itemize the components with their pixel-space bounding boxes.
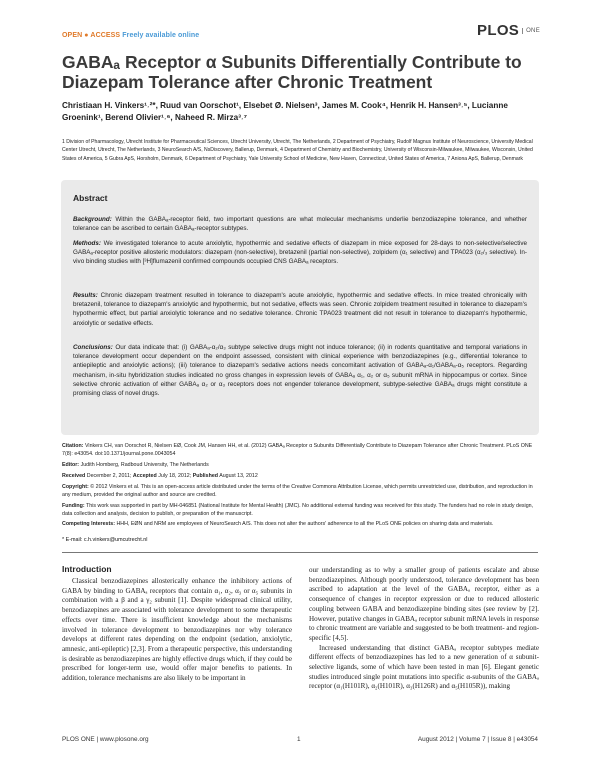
- editor-label: Editor:: [62, 462, 80, 468]
- abstract-heading: Abstract: [73, 193, 108, 203]
- received-label: Received: [62, 473, 86, 479]
- accepted-date: July 18, 2012;: [158, 473, 192, 479]
- published-date: August 13, 2012: [219, 473, 258, 479]
- background-label: Background:: [73, 216, 112, 223]
- received-date: December 2, 2011;: [86, 473, 132, 479]
- results-label: Results:: [73, 292, 98, 299]
- abstract-background: [73, 215, 527, 233]
- results-text: Chronic diazepam treatment resulted in tolerance to diazepam's acute anxiolytic, hypothermic and sedative effects. In mice treated chronically with bretazenil, tolerance to diazepam's anxiolytic and hypothermic, but not sedative, effects was seen. Chronic zolpidem treatment resulted in tolerance to diazepam's hypothermic effect, but partial anxiolytic tolerance and no sedative tolerance. Chronic TPA023 treatment did not result in tolerance to diazepam's hypothermic, anxiolytic or sedative effects.: [73, 292, 528, 327]
- right-column: [309, 566, 539, 692]
- abstract-conclusions: [73, 343, 527, 398]
- open-access-lock-icon: ●: [84, 32, 89, 39]
- funding-label: Funding:: [62, 503, 85, 509]
- methods-text: We investigated tolerance to acute anxiolytic, hypothermic and sedative effects of diazepam in mice exposed for 28-days to non-selective/selective GABAₐ-receptor positive allosteric modulators: diazepam (non-selective), bretazenil (partial non-selective), zolpidem (α₁ selective) and TPA023 (α₂/₃ selective). In-vivo binding studies with [³H]flumazenil confirmed compounds occupied CNS GABAₐ receptors.: [73, 240, 527, 266]
- editor-text: Judith Homberg, Radboud University, The Netherlands: [80, 462, 209, 468]
- competing-label: Competing Interests:: [62, 521, 115, 527]
- citation-label: Citation:: [62, 443, 84, 449]
- copyright-label: Copyright:: [62, 484, 89, 490]
- methods-label: Methods:: [73, 240, 101, 247]
- author-list: Christiaan H. Vinkers¹˒²*, Ruud van Oorschot¹, Elsebet Ø. Nielsen³, James M. Cook⁴, Henrik H. Hansen³˒⁵, Lucianne Groenink¹, Berend Olivier¹˒⁶, Naheed R. Mirza³˒⁷: [62, 101, 508, 122]
- corresponding-email: [62, 537, 147, 543]
- published-label: Published: [192, 473, 218, 479]
- citation-text: Vinkers CH, van Oorschot R, Nielsen EØ, Cook JM, Hansen HH, et al. (2012) GABAₐ Receptor α Subunits Differentially Contribute to Diazepam Tolerance after Chronic Treatment. PLoS ONE 7(8): e43054. doi:10.1371/journal.pone.0043054: [62, 443, 533, 457]
- section-divider: [62, 552, 538, 553]
- intro-paragraph-2: our understanding as to why a smaller group of patients escalate and abuse benzodiazepines. Although poorly understood, tolerance development has been ascribed to adaptation at the level of the GABAₐ receptor, either as a consequence of changes in receptor expression or due to reduced allosteric coupling between GABA and benzodiazepine binding sites (see review by [2]. However, putative changes in GABAₐ receptor subunit mRNA levels in response to chronic treatment are variable and suggested to be both treatment- and region-specific [4,5].: [309, 566, 539, 642]
- copyright-text: © 2012 Vinkers et al. This is an open-access article distributed under the terms of the Creative Commons Attribution License, which permits unrestricted use, distribution, and reproduction in any medium, provided the original author and source are credited.: [62, 484, 533, 498]
- article-title: GABAₐ Receptor α Subunits Differentially Contribute to Diazepam Tolerance after Chronic Treatment: [62, 52, 522, 92]
- intro-paragraph-3: Increased understanding that distinct GABAₐ receptor subtypes mediate different effects of benzodiazepines has led to a new generation of α subunit-selective ligands, some of which have been tested in man [6]. Elegant genetic studies introduced single point mutations into specific α-subunits of the GABAₐ receptor (α₁(H101R), α₂(H101R), α₃(H126R) and α₅(H105R)), making: [309, 643, 539, 691]
- dates: [62, 472, 538, 480]
- funding: [62, 502, 538, 518]
- footer-journal: PLOS ONE | www.plosone.org: [62, 736, 149, 743]
- funding-text: This work was supported in part by MH-046851 (National Institute for Mental Health) (JMC). No additional external funding was received for this study. The funders had no role in study design, data collection and analysis, decision to publish, or preparation of the manuscript.: [62, 503, 534, 517]
- email-text: * E-mail: c.h.vinkers@umcutrecht.nl: [62, 537, 148, 543]
- abstract-box: [61, 180, 539, 435]
- open-access-banner: [62, 32, 199, 39]
- one-logo-text: ONE: [522, 28, 540, 34]
- accepted-label: Accepted: [132, 473, 157, 479]
- conclusions-label: Conclusions:: [73, 344, 113, 351]
- abstract-methods: [73, 239, 527, 267]
- introduction-heading: Introduction: [62, 564, 112, 574]
- plos-logo-text: PLOS: [477, 22, 520, 39]
- intro-paragraph-1: Classical benzodiazepines allosterically enhance the inhibitory actions of GABA by binding to GABAₐ receptors that contain α₁, α₂, α₃ or α₅ subunits in combination with a β and a γ₂ subunit [1]. Despite widespread clinical utility, benzodiazepines are associated with tolerance development to some therapeutic effects over time. There is insufficient knowledge about the mechanisms involved in tolerance development to benzodiazepines nor why tolerance develops at different rates depending on the endpoint (sedation, anxiolytic, amnesic, anti-epileptic) [2,3]. From a therapeutic perspective, this understanding is desirable as benzodiazepines are highly effective drugs which, if they could be prescribed for longer-term use, would offer major benefits to patients. In addition, tolerance mechanisms are also likely to be important in: [62, 577, 292, 683]
- footer-page-number: 1: [297, 736, 301, 743]
- conclusions-text: Our data indicate that: (i) GABAₐ-α₂/α₃ subtype selective drugs might not induce tolerance; (ii) in rodents quantitative and temporal variations in tolerance development occur dependent on the endpoint assessed, consistent with clinical experience with benzodiazepines (e.g., differential tolerance to antiepileptic and anxiolytic actions); (iii) tolerance to diazepam's sedative actions needs concomitant activation of GABAₐ-α₁/GABAₐ-α₅ receptors. Regarding mechanism, in-situ hybridization studies indicated no gross changes in expression levels of GABAₐ α₁, α₂ or α₅ subunit mRNA in hippocampus or cortex. Since selective chronic activation of either GABAₐ α₂ or α₃ receptors does not engender tolerance development, subtype-selective GABAₐ drugs might constitute a promising class of novel drugs.: [73, 344, 527, 398]
- competing-interests: [62, 520, 538, 528]
- abstract-results: [73, 291, 527, 328]
- citation: [62, 442, 538, 458]
- competing-text: HHH, EØN and NRM are employees of NeuroSearch A/S. This does not alter the authors' adherence to all the PLoS ONE policies on sharing data and materials.: [116, 521, 494, 527]
- editor: [62, 461, 538, 469]
- affiliations: 1 Division of Pharmacology, Utrecht Institute for Pharmaceutical Sciences, Utrecht University, Utrecht, The Netherlands, 2 Department of Psychiatry, Rudolf Magnus Institute of Neuroscience, University Medical Center Utrecht, Utrecht, The Netherlands, 3 NeuroSearch A/S, NsDiscovery, Ballerup, Denmark, 4 Department of Chemistry and Biochemistry, University of Wisconsin-Milwaukee, Milwaukee, Wisconsin, United States of America, 5 Gubra ApS, Horsholm, Denmark, 6 Department of Psychiatry, Yale University School of Medicine, New Haven, Connecticut, United States of America, 7 Aniona ApS, Ballerup, Denmark: [62, 139, 533, 162]
- journal-logo: [477, 22, 540, 39]
- left-column: [62, 577, 292, 684]
- open-label: OPEN: [62, 32, 83, 39]
- footer-issue: August 2012 | Volume 7 | Issue 8 | e43054: [417, 736, 538, 743]
- background-text: Within the GABAₐ-receptor field, two important questions are what molecular mechanisms underlie benzodiazepine tolerance, and whether tolerance can be ascribed to certain GABAₐ-receptor subtypes.: [73, 216, 527, 233]
- copyright: [62, 483, 538, 499]
- access-label: ACCESS: [90, 32, 121, 39]
- freely-available-label: Freely available online: [122, 32, 200, 39]
